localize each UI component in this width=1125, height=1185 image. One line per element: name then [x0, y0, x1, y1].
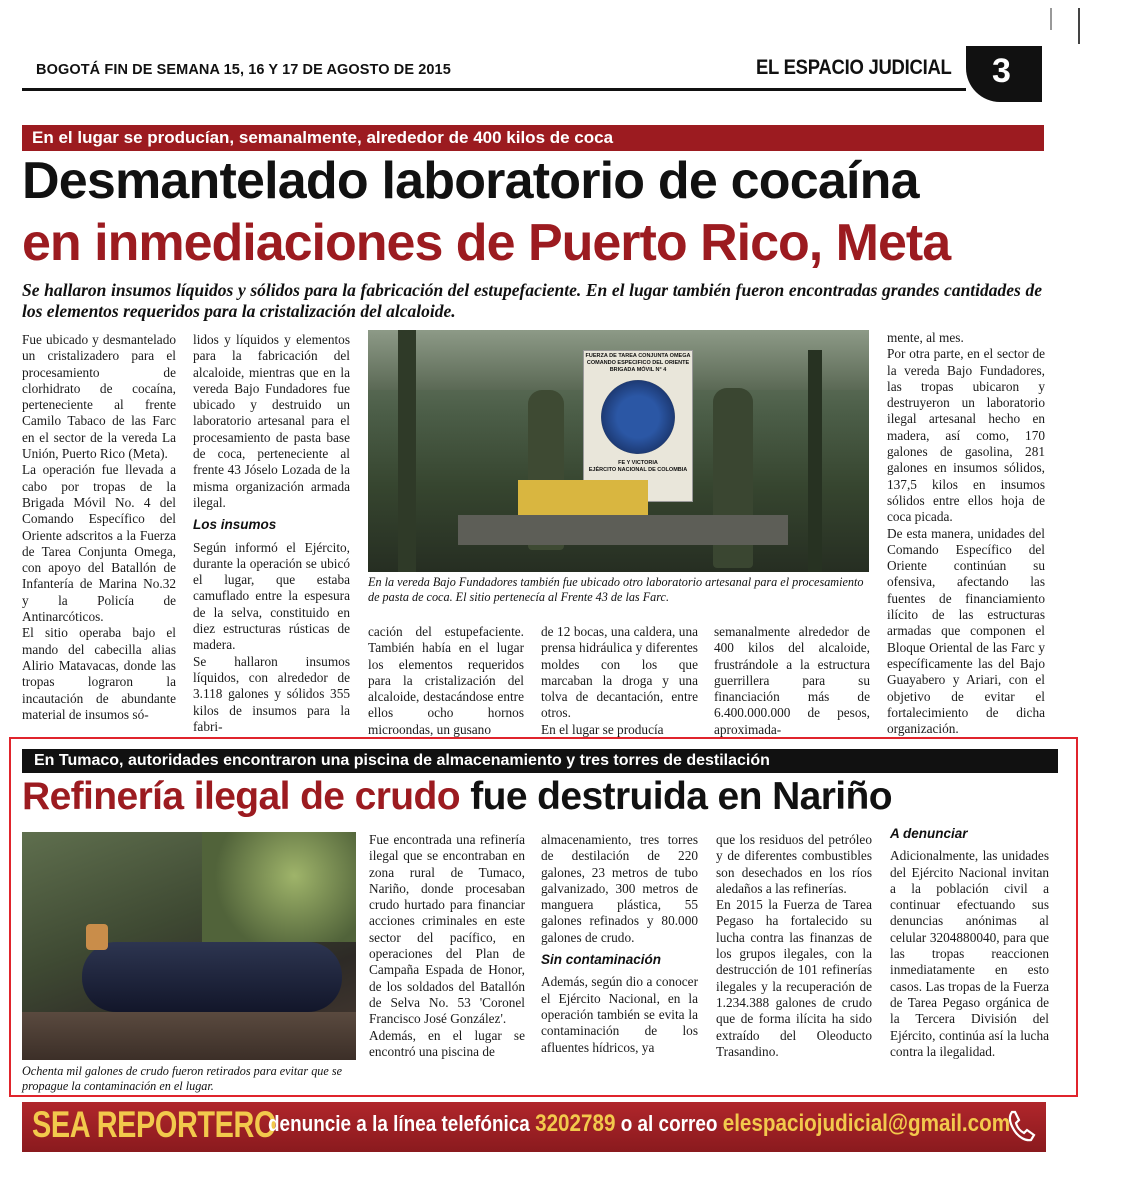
- article2-col1-text: Fue encontrada una refinería ilegal que se encontraban en zona rural de Tumaco, Nariño, donde procesaban crudo hurtado para financiar acciones criminales en este sector del pacífico, en operaciones del Plan de Campaña Espada de Honor, de los soldados del Batallón de Selva No. 53 'Coronel Francisco José González'. Además, en el lugar se encontró una piscina de: [369, 832, 525, 1059]
- article1-lead: Se hallaron insumos líquidos y sólidos para la fabricación del estupefaciente. En el lugar también fueron encontradas grandes cantidades de los elementos requeridos para la cristalización del alcaloide.: [22, 280, 1042, 321]
- article2-col1: [369, 832, 525, 1092]
- article2-subhead-denunciar: A denunciar: [890, 826, 968, 841]
- sign-text-bottom: FE Y VICTORIA EJÉRCITO NACIONAL DE COLOMBIA: [588, 460, 688, 473]
- article2-col2: [541, 832, 698, 1092]
- article2-col4: [890, 826, 1049, 1092]
- yellow-containers: [518, 480, 648, 520]
- article1-col1: [22, 332, 176, 722]
- sign-emblem: [601, 380, 675, 454]
- table: [458, 515, 788, 545]
- banner-phone: 3202789: [535, 1110, 616, 1137]
- section-name: EL ESPACIO JUDICIAL: [756, 56, 952, 79]
- article1-col2: [193, 332, 350, 734]
- article2-col4-text: Adicionalmente, las unidades del Ejército Nacional invitan a la población civil a continuar efectuando sus denuncias anónimas al celular 3204880040, para que las tropas reaccionen inmediatamente en esto casos. Las tropas de la Fuerza de Tarea Pegaso orgánica de la Tercera División del Ejército, continúa así la lucha contra la ilegalidad.: [890, 848, 1049, 1059]
- article1-photo-caption: En la vereda Bajo Fundadores también fue ubicado otro laboratorio artesanal para el procesamiento de pasta de coca. El sitio pertenecía al Frente 43 de las Farc.: [368, 575, 864, 604]
- banner-contact: [268, 1110, 1010, 1138]
- banner-text1: denuncie a la línea telefónica: [268, 1111, 530, 1136]
- article1-col6: [887, 330, 1045, 737]
- article2-col2b-text: Además, según dio a conocer el Ejército Nacional, en la operación también se evita la contaminación de los afluentes hídricos, ya: [541, 974, 698, 1055]
- article1-col3: [368, 624, 524, 737]
- article1-col3-text: cación del estupefaciente. También había en el lugar los elementos requeridos para la cristalización del alcaloide, destacándose entre ellos ocho hornos microondas, un gusano: [368, 624, 524, 737]
- article2-kicker: En Tumaco, autoridades encontraron una piscina de almacenamiento y tres torres de destilación: [22, 749, 1058, 773]
- article1-col2a-text: lidos y líquidos y elementos para la fabricación del alcaloide, mientras que en la vereda Bajo Fundadores fue ubicado y destruido un laboratorio artesanal para el procesamiento de pasta base de coca, perteneciente al frente 43 Jóselo Lozada de la misma organización armada ilegal.: [193, 332, 350, 510]
- article2-col2a-text: almacenamiento, tres torres de destilación de 220 galones, 23 metros de tubo galvanizado, 300 metros de manguera plástica, 55 galones refinados y 80.000 galones de crudo.: [541, 832, 698, 945]
- article1-photo: [368, 330, 869, 572]
- date-line: BOGOTÁ FIN DE SEMANA 15, 16 Y 17 DE AGOSTO DE 2015: [36, 62, 451, 78]
- orange-drum: [86, 924, 108, 950]
- crop-mark: [1050, 8, 1052, 30]
- article1-col2b-text: Según informó el Ejército, durante la operación se ubicó el lugar, que estaba camuflado entre la espesura de la selva, constituido en diez estructuras rústicas de madera. Se hallaron insumos líquidos, con alrededor de 3.118 galones y sólidos 355 kilos de insumos para la fabri-: [193, 539, 350, 734]
- article2-subhead-contaminacion: Sin contaminación: [541, 952, 662, 968]
- article2-title-black: fue destruida en Nariño: [470, 775, 892, 818]
- article2-title: [22, 772, 892, 822]
- banner-email: elespaciojudicial@gmail.com: [722, 1110, 1011, 1137]
- crop-mark: [1078, 8, 1080, 44]
- article1-kicker: En el lugar se producían, semanalmente, alrededor de 400 kilos de coca: [22, 125, 1044, 151]
- article1-col6-text: mente, al mes. Por otra parte, en el sector de la vereda Bajo Fundadores, las tropas ubicaron y destruyeron un laboratorio ilegal artesanal hecho en madera, así como, 170 galones de gasolina, 281 galones en insumos sólidos, 137,5 kilos en insumos sólidos entre ellos hoja de coca picada. De esta manera, unidades del Comando Específico del Oriente continúan su ofensiva, afectando las fuentes de financiamiento ilícito de las estructuras armadas que componen el Bloque Oriental de las Farc y específicamente las del Bajo Guayabero y Ariari, con el objetivo de evitar el fortalecimiento de dicha organización.: [887, 330, 1045, 737]
- article1-title-line2: en inmediaciones de Puerto Rico, Meta: [22, 214, 951, 272]
- article2-title-red: Refinería ilegal de crudo: [22, 775, 460, 818]
- tree-trunk: [808, 350, 822, 572]
- article1-title-line1: Desmantelado laboratorio de cocaína: [22, 152, 919, 210]
- tree-trunk: [398, 330, 416, 572]
- article2-col3-text: que los residuos del petróleo y de diferentes combustibles son desechados en los ríos aledaños a las refinerías. En 2015 la Fuerza de Tarea Pegaso ha fortalecido su lucha contra las finanzas de los grupos ilegales, con la destrucción de 101 refinerías ilegales y la recuperación de 1.234.388 galones de crudo que de forma ilícita ha sido extraído del Oleoducto Trasandino.: [716, 832, 872, 1059]
- header-rule: [22, 88, 966, 91]
- article1-col5-text: semanalmente alrededor de 400 kilos del alcaloide, frustrándole a la estructura guerrillera para su financiación más de 6.400.000.000 de pesos, aproximada-: [714, 624, 870, 737]
- article1-subhead-insumos: Los insumos: [193, 517, 277, 533]
- article1-col5: [714, 624, 870, 737]
- banner-label: SEA REPORTERO: [32, 1104, 277, 1145]
- article1-col4: [541, 624, 698, 737]
- article2-photo: [22, 832, 356, 1060]
- article1-col4-text: de 12 bocas, una caldera, una prensa hidráulica y diferentes moldes con los que marcaban la droga y una tolva de decantación, entre otros. En el lugar se producía: [541, 624, 698, 737]
- phone-icon: [1006, 1108, 1040, 1144]
- sign-text-top: FUERZA DE TAREA CONJUNTA OMEGA COMANDO ESPECIFICO DEL ORIENTE BRIGADA MÓVIL N° 4: [585, 353, 691, 373]
- page-number: 3: [992, 52, 1011, 90]
- article2-col3: [716, 832, 872, 1092]
- banner-text2: o al correo: [620, 1111, 718, 1136]
- foliage: [202, 832, 356, 942]
- ground: [22, 1012, 356, 1060]
- article2-photo-caption: Ochenta mil galones de crudo fueron retirados para evitar que se propague la contaminación en el lugar.: [22, 1064, 342, 1093]
- article1-col1-text: Fue ubicado y desmantelado un cristalizadero para el procesamiento de clorhidrato de cocaína, perteneciente al frente Camilo Tabaco de las Farc en el sector de la vereda La Unión, Puerto Rico (Meta). La operación fue llevada a cabo por tropas de la Brigada Móvil No. 4 del Comando Específico del Oriente adscritos a la Fuerza de Tarea Conjunta Omega, con apoyo del Batallón de Infantería de Marina No.32 y la Policía de Antinarcóticos. El sitio operaba bajo el mando del cabecilla alias Alirio Matavacas, donde las tropas lograron la incautación de abundante material de insumos só-: [22, 332, 176, 722]
- oil-tank: [82, 942, 342, 1012]
